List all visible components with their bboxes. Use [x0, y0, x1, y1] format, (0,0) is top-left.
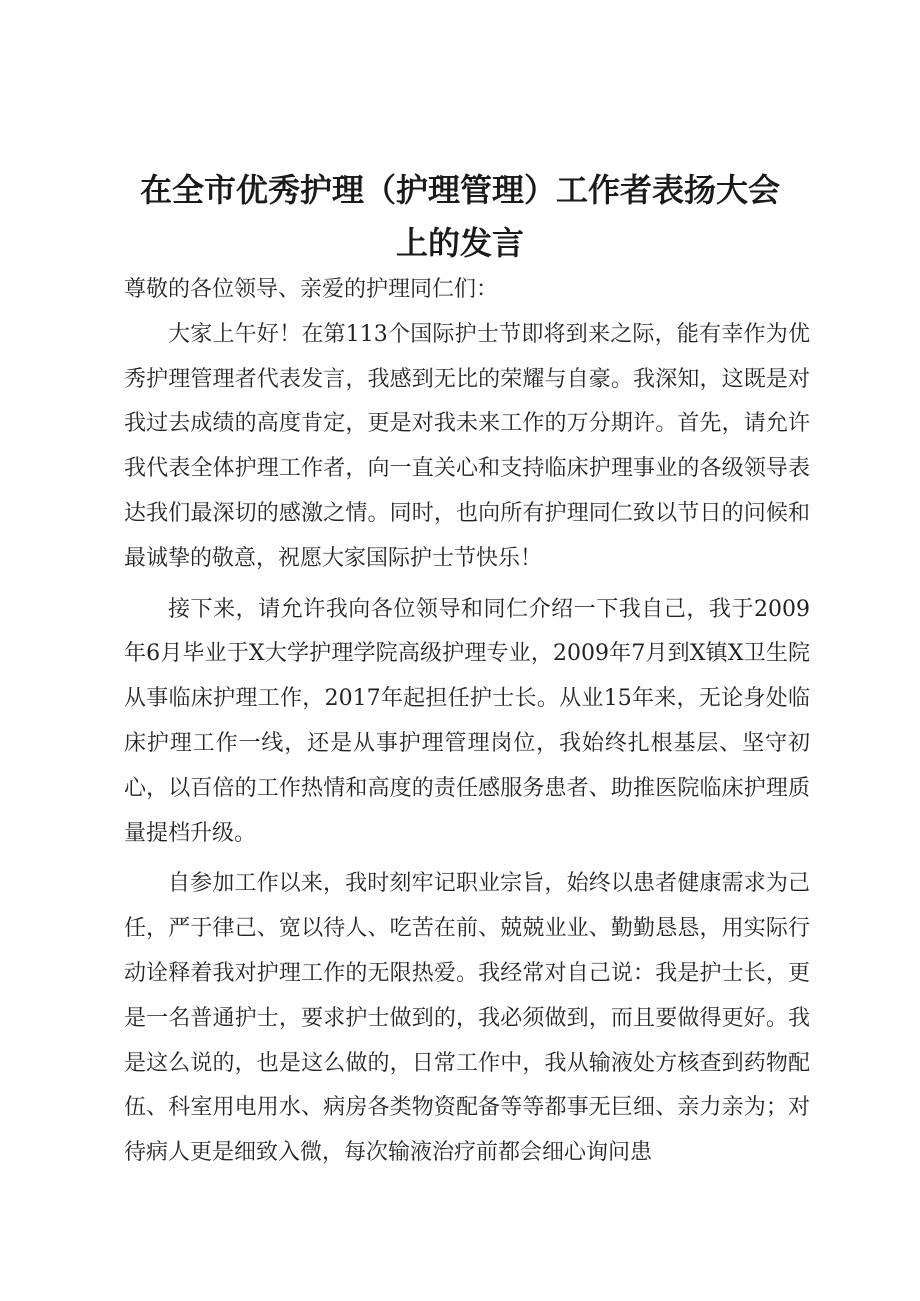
document-body: [124, 268, 810, 1176]
title-line-2: 上的发言: [395, 224, 524, 262]
paragraph-introduction: 接下来，请允许我向各位领导和同仁介绍一下我自己，我于2009年6月毕业于X大学护理学院高级护理专业，2009年7月到X镇X卫生院从事临床护理工作，2017年起担任护士长。从业15年来，无论身处临床护理工作一线，还是从事护理管理岗位，我始终扎根基层、坚守初心，以百倍的工作热情和高度的责任感服务患者、助推医院临床护理质量提档升级。: [124, 596, 810, 846]
paragraph-work-ethic: 自参加工作以来，我时刻牢记职业宗旨，始终以患者健康需求为己任，严于律己、宽以待人、吃苦在前、兢兢业业、勤勤恳恳，用实际行动诠释着我对护理工作的无限热爱。我经常对自己说：我是护士长，更是一名普通护士，要求护士做到的，我必须做到，而且要做得更好。我是这么说的，也是这么做的，日常工作中，我从输液处方核查到药物配伍、科室用电用水、病房各类物资配备等等都事无巨细、亲力亲为；对待病人更是细致入微，每次输液治疗前都会细心询问患: [124, 871, 810, 1166]
paragraph-greeting: 大家上午好！在第113个国际护士节即将到来之际，能有幸作为优秀护理管理者代表发言，我感到无比的荣耀与自豪。我深知，这既是对我过去成绩的高度肯定，更是对我未来工作的万分期许。首先，请允许我代表全体护理工作者，向一直关心和支持临床护理事业的各级领导表达我们最深切的感激之情。同时，也向所有护理同仁致以节日的问候和最诚挚的敬意，祝愿大家国际护士节快乐！: [124, 321, 810, 571]
salutation: 尊敬的各位领导、亲爱的护理同仁们：: [124, 277, 499, 302]
title-line-1: 在全市优秀护理（护理管理）工作者表扬大会: [139, 171, 780, 209]
document-title: [100, 164, 820, 270]
